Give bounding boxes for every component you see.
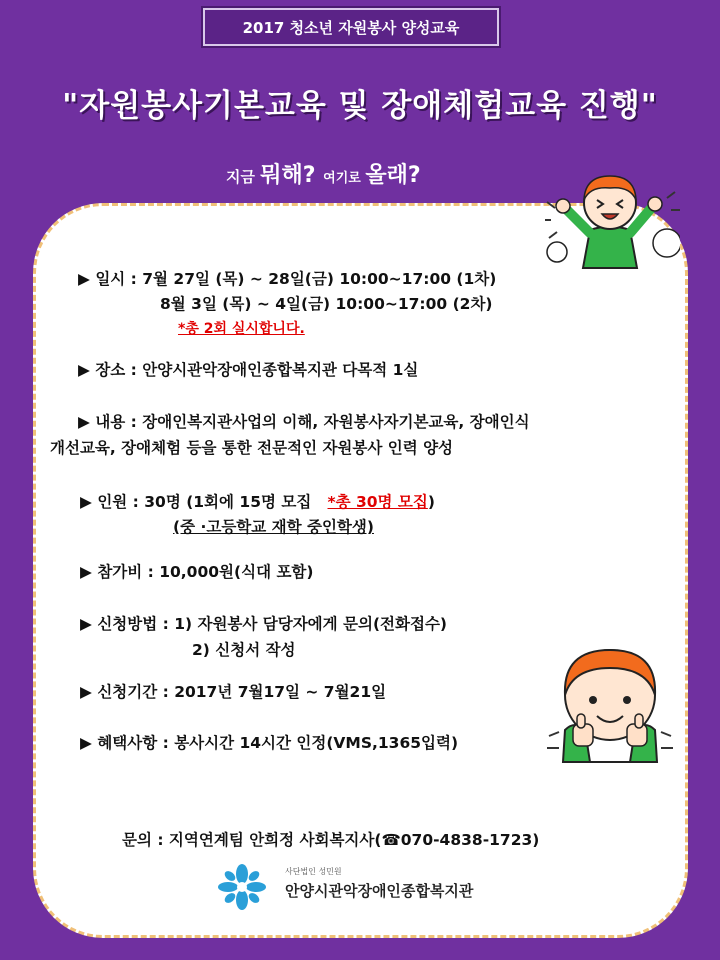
date-note: *총 2회 실시합니다. — [178, 321, 305, 337]
subtitle-part1: 지금 — [226, 168, 261, 186]
benefit-line: ▶ 혜택사항 : 봉사시간 14시간 인정(VMS,1365입력) — [80, 734, 459, 752]
date-line-2: 8월 3일 (목) ~ 4일(금) 10:00~17:00 (2차) — [160, 295, 493, 313]
main-title: "자원봉사기본교육 및 장애체험교육 진행" — [62, 88, 658, 124]
people-note: *총 30명 모집 — [327, 493, 428, 511]
subtitle-part4: 올래? — [365, 163, 421, 188]
contact-line: 문의 : 지역연계팀 안희정 사회복지사(☎070-4838-1723) — [122, 831, 540, 849]
people-line-1 — [80, 490, 435, 512]
apply-line-1: ▶ 신청방법 : 1) 자원봉사 담당자에게 문의(전화접수) — [80, 615, 448, 633]
welfare-center-logo-icon — [210, 862, 275, 912]
content-line-2: 개선교육, 장애체험 등을 통한 전문적인 자원봉사 인력 양성 — [50, 439, 454, 457]
date-line-1: ▶ 일시 : 7월 27일 (목) ~ 28일(금) 10:00~17:00 (1차) — [78, 270, 497, 288]
cheering-character-icon — [545, 168, 680, 278]
place-line: ▶ 장소 : 안양시관악장애인종합복지관 다목적 1실 — [78, 361, 419, 379]
logo-org-small: 사단법인 성민원 — [285, 867, 342, 876]
apply-line-2: 2) 신청서 작성 — [192, 641, 296, 659]
people-count: ▶ 인원 : 30명 (1회에 15명 모집 — [80, 493, 312, 511]
content-line-1: ▶ 내용 : 장애인복지관사업의 이해, 자원봉사자기본교육, 장애인식 — [78, 413, 530, 431]
subtitle-part2: 뭐해? — [260, 163, 324, 188]
people-close: ) — [427, 493, 435, 511]
subtitle — [226, 158, 421, 189]
thumbs-up-character-icon — [545, 640, 675, 765]
logo-org-name: 안양시관악장애인종합복지관 — [285, 882, 474, 900]
period-line: ▶ 신청기간 : 2017년 7월17일 ~ 7월21일 — [80, 683, 387, 701]
fee-line: ▶ 참가비 : 10,000원(식대 포함) — [80, 563, 314, 581]
subtitle-part3: 여기로 — [323, 171, 366, 186]
header-badge: 2017 청소년 자원봉사 양성교육 — [203, 8, 499, 46]
people-line-2: (중 ·고등학교 재학 중인학생) — [173, 518, 374, 536]
